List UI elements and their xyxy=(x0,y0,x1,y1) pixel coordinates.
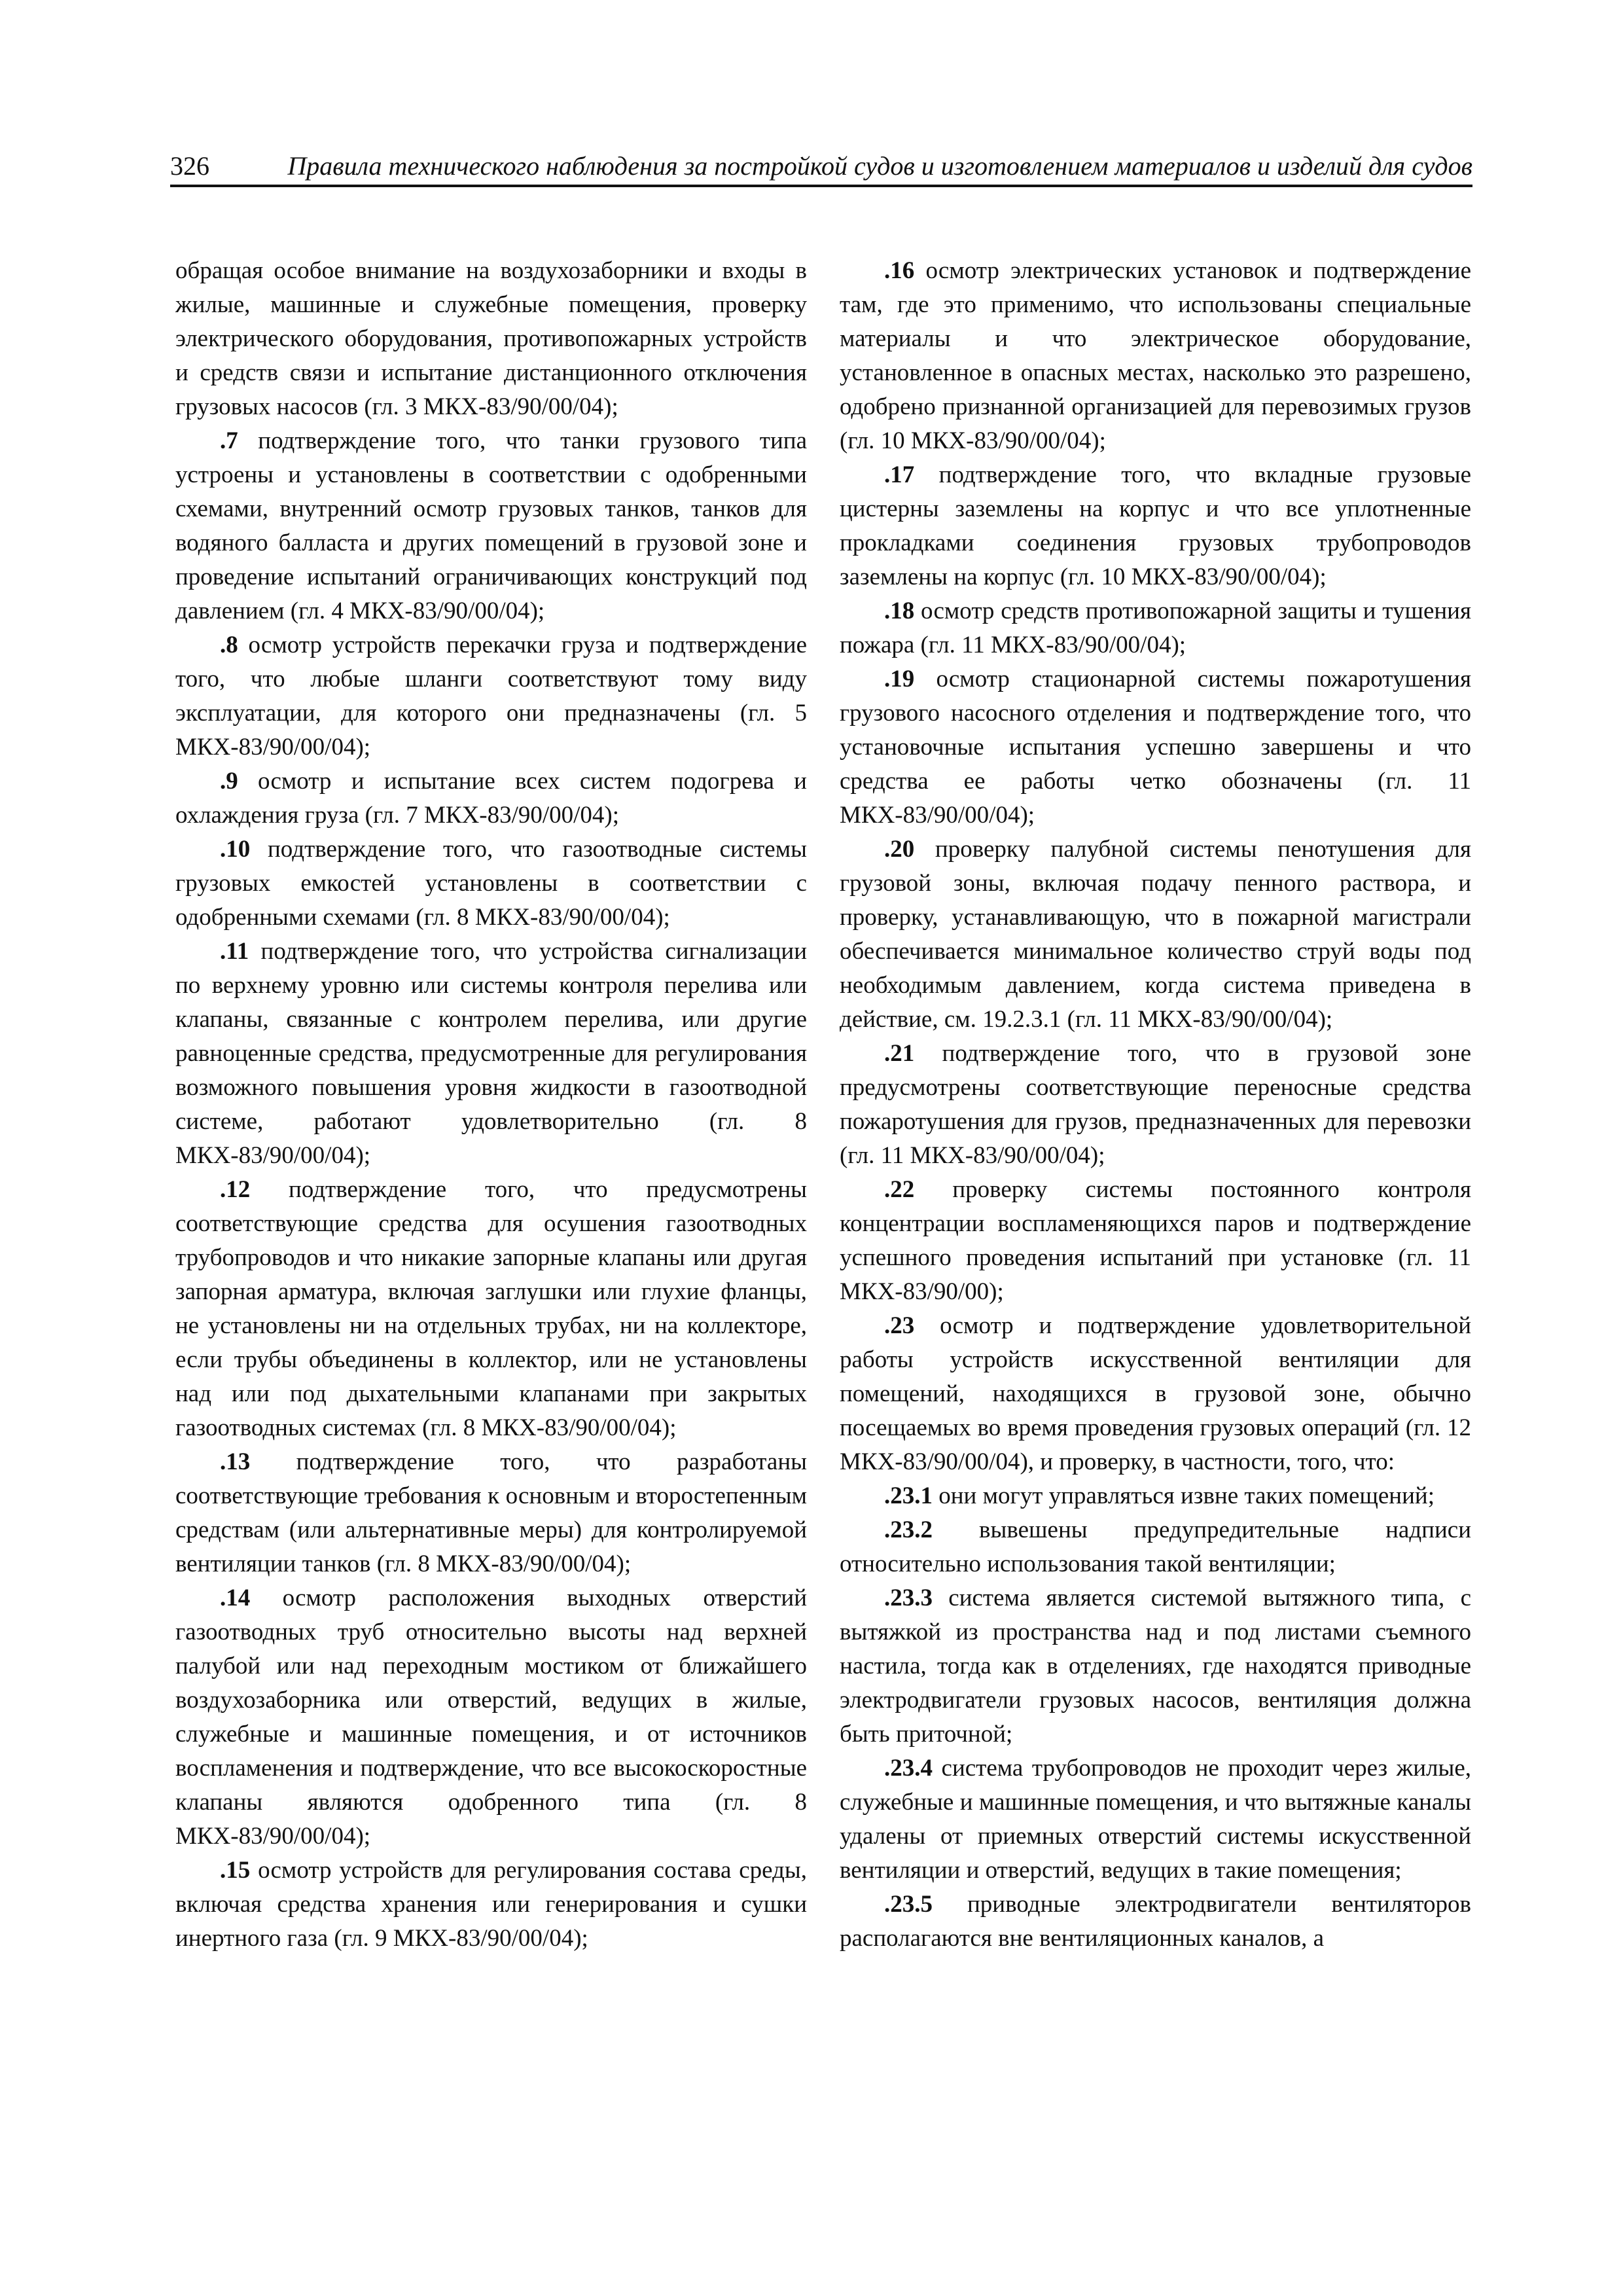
item-text: осмотр устройств перекачки груза и подтверждение того, что любые шланги соответствуют тому виду эксплуатации, для которого они предназначены (гл. 5 МКХ-83/90/00/04); xyxy=(175,632,807,761)
item-text: осмотр расположения выходных отверстий газоотводных труб относительно высоты над верхней палубой или над переходным мостиком от ближайшего воздухозаборника или отверстий, ведущих в жилые, служебные и машинные помещения, и от источников воспламенения и подтверждение, что все высокоскоростные клапаны являются одобренного типа (гл. 8 МКХ-83/90/00/04); xyxy=(175,1585,807,1850)
list-item xyxy=(175,628,807,764)
item-text: система трубопроводов не проходит через жилые, служебные и машинные помещения, и что вытяжные каналы удалены от приемных отверстий системы искусственной вентиляции и отверстий, ведущих в такие помещения; xyxy=(840,1755,1471,1884)
item-number: .11 xyxy=(220,938,249,965)
list-item xyxy=(840,1581,1471,1751)
list-item xyxy=(840,1888,1471,1956)
item-text: подтверждение того, что танки грузового типа устроены и установлены в соответствии с одобренными схемами, внутренний осмотр грузовых танков, танков для водяного балласта и других помещений в грузовой зоне и проведение испытаний ограничивающих конструкций под давлением (гл. 4 МКХ-83/90/00/04); xyxy=(175,427,807,624)
item-number: .15 xyxy=(220,1857,251,1884)
item-text: они могут управляться извне таких помещений; xyxy=(933,1482,1435,1509)
list-item xyxy=(175,833,807,935)
item-text: подтверждение того, что предусмотрены соответствующие средства для осушения газоотводных трубопроводов и что никакие запорные клапаны или другая запорная арматура, включая заглушки или глухие фланцы, не установлены ни на отдельных трубах, ни на коллекторе, если трубы объединены в коллектор, или не установлены над или под дыхательными клапанами при закрытых газоотводных системах (гл. 8 МКХ-83/90/00/04); xyxy=(175,1176,807,1441)
item-text: подтверждение того, что газоотводные системы грузовых емкостей установлены в соответствии с одобренными схемами (гл. 8 МКХ-83/90/00/04); xyxy=(175,836,807,931)
continuation-paragraph: обращая особое внимание на воздухозаборники и входы в жилые, машинные и служебные помещения, проверку электрического оборудования, противопожарных устройств и средств связи и испытание дистанционного отключения грузовых насосов (гл. 3 МКХ-83/90/00/04); xyxy=(175,257,807,420)
list-item xyxy=(175,764,807,833)
list-item xyxy=(175,1854,807,1956)
item-number: .18 xyxy=(884,598,915,624)
item-number: .21 xyxy=(884,1040,915,1067)
running-title: Правила технического наблюдения за постройкой судов и изготовлением материалов и изделий для судов xyxy=(287,151,1472,181)
list-item xyxy=(840,1173,1471,1309)
item-number: .16 xyxy=(884,257,915,284)
list-item xyxy=(840,254,1471,458)
list-item xyxy=(840,1479,1471,1513)
left-column xyxy=(175,254,807,1956)
list-item xyxy=(840,1513,1471,1581)
list-item xyxy=(840,594,1471,662)
item-number: .19 xyxy=(884,666,915,692)
item-number: .10 xyxy=(220,836,251,863)
item-text: осмотр и испытание всех систем подогрева и охлаждения груза (гл. 7 МКХ-83/90/00/04); xyxy=(175,768,807,829)
item-number: .23.3 xyxy=(884,1585,933,1611)
item-number: .14 xyxy=(220,1585,251,1611)
list-item xyxy=(840,1037,1471,1173)
list-item xyxy=(840,662,1471,833)
item-text: осмотр и подтверждение удовлетворительной работы устройств искусственной вентиляции для помещений, находящихся в грузовой зоне, обычно посещаемых во время проведения грузовых операций (гл. 12 МКХ-83/90/00/04), и проверку, в частности, того, что: xyxy=(840,1312,1471,1475)
item-text: осмотр средств противопожарной защиты и тушения пожара (гл. 11 МКХ-83/90/00/04); xyxy=(840,598,1471,658)
right-items xyxy=(840,254,1471,1956)
list-item xyxy=(840,1751,1471,1888)
item-text: проверку системы постоянного контроля концентрации воспламеняющихся паров и подтверждение успешного проведения испытаний при установке (гл. 11 МКХ-83/90/00); xyxy=(840,1176,1471,1305)
item-number: .8 xyxy=(220,632,238,658)
list-item xyxy=(175,935,807,1173)
item-text: осмотр стационарной системы пожаротушения грузового насосного отделения и подтверждение того, что установочные испытания успешно завершены и что средства ее работы четко обозначены (гл. 11 МКХ-83/90/00/04); xyxy=(840,666,1471,829)
item-number: .7 xyxy=(220,427,238,454)
list-item xyxy=(175,1173,807,1445)
left-items xyxy=(175,424,807,1956)
item-text: проверку палубной системы пенотушения для грузовой зоны, включая подачу пенного раствора, и проверку, устанавливающую, что в пожарной магистрали обеспечивается минимальное количество струй воды под необходимым давлением, когда система приведена в действие, см. 19.2.3.1 (гл. 11 МКХ-83/90/00/04); xyxy=(840,836,1471,1033)
list-item xyxy=(840,458,1471,594)
item-number: .20 xyxy=(884,836,915,863)
item-text: приводные электродвигатели вентиляторов располагаются вне вентиляционных каналов, а xyxy=(840,1891,1471,1952)
list-item xyxy=(175,1445,807,1581)
item-number: .13 xyxy=(220,1448,251,1475)
item-text: подтверждение того, что в грузовой зоне предусмотрены соответствующие переносные средства пожаротушения для грузов, предназначенных для перевозки (гл. 11 МКХ-83/90/00/04); xyxy=(840,1040,1471,1169)
page-number: 326 xyxy=(170,151,209,181)
list-item xyxy=(175,1581,807,1854)
list-item xyxy=(840,1309,1471,1479)
item-number: .9 xyxy=(220,768,238,795)
item-number: .12 xyxy=(220,1176,251,1203)
item-text: подтверждение того, что вкладные грузовые цистерны заземлены на корпус и что все уплотненные прокладками соединения грузовых трубопроводов заземлены на корпус (гл. 10 МКХ-83/90/00/04); xyxy=(840,461,1471,590)
item-number: .23.4 xyxy=(884,1755,933,1782)
item-number: .23.2 xyxy=(884,1516,933,1543)
item-text: подтверждение того, что разработаны соответствующие требования к основным и второстепенным средствам (или альтернативные меры) для контролируемой вентиляции танков (гл. 8 МКХ-83/90/00/04); xyxy=(175,1448,807,1577)
item-number: .23.5 xyxy=(884,1891,933,1918)
item-number: .22 xyxy=(884,1176,915,1203)
list-item xyxy=(175,424,807,628)
item-text: подтверждение того, что устройства сигнализации по верхнему уровню или системы контроля перелива или клапаны, связанные с контролем перелива, или другие равноценные средства, предусмотренные для регулирования возможного повышения уровня жидкости в газоотводной системе, работают удовлетворительно (гл. 8 МКХ-83/90/00/04); xyxy=(175,938,807,1169)
right-column xyxy=(840,254,1471,1956)
item-number: .17 xyxy=(884,461,915,488)
item-number: .23.1 xyxy=(884,1482,933,1509)
item-text: осмотр электрических установок и подтверждение там, где это применимо, что использованы специальные материалы и что электрическое оборудование, установленное в опасных местах, насколько это разрешено, одобрено признанной организацией для перевозимых грузов (гл. 10 МКХ-83/90/00/04); xyxy=(840,257,1471,454)
item-text: система является системой вытяжного типа, с вытяжкой из пространства над и под листами съемного настила, тогда как в отделениях, где находятся приводные электродвигатели грузовых насосов, вентиляция должна быть приточной; xyxy=(840,1585,1471,1748)
running-header xyxy=(170,145,1472,187)
list-item xyxy=(840,833,1471,1037)
item-text: вывешены предупредительные надписи относительно использования такой вентиляции; xyxy=(840,1516,1471,1577)
item-number: .23 xyxy=(884,1312,915,1339)
item-text: осмотр устройств для регулирования состава среды, включая средства хранения или генерирования и сушки инертного газа (гл. 9 МКХ-83/90/00/04); xyxy=(175,1857,807,1952)
